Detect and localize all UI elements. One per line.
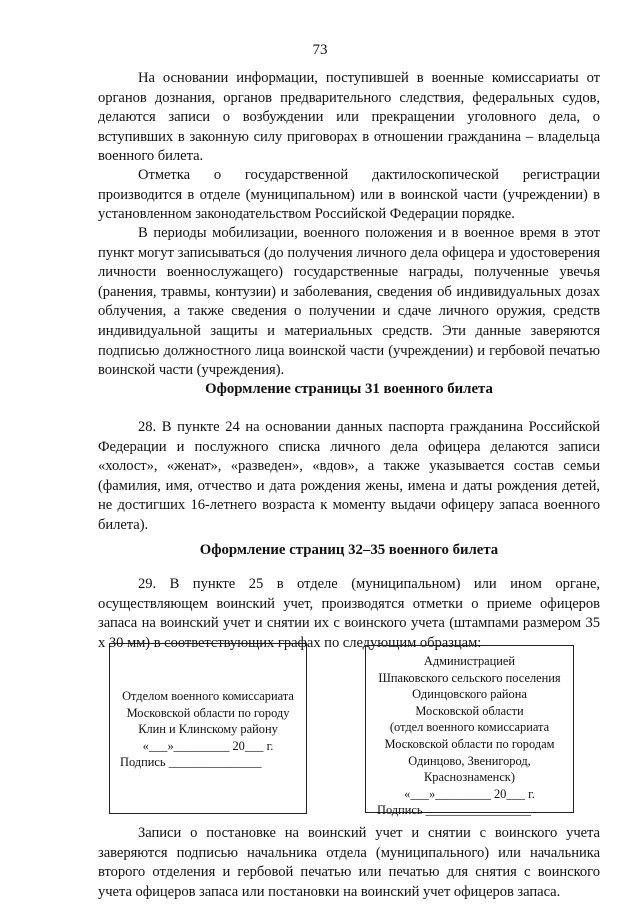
stamp-line: Одинцово, Звенигород, — [408, 753, 531, 768]
stamp-line: Московской области по городам — [384, 736, 555, 751]
paragraph-item-28: 28. В пункте 24 на основании данных паспорта гражданина Российской Федерации и послужного списка личного дела офицера делаются записи «холост», «женат», «разведен», «вдов», а также указывается состав семьи (фамилия, имя, отчество и дата рождения жены, имена и даты рождения детей, не достигших 16-летнего возраста к моменту выдачи офицеру запаса военного билета). — [98, 419, 600, 533]
stamp-line: Московской области — [415, 703, 524, 718]
stamp-line: Краснознаменск) — [424, 770, 515, 785]
paragraph-fingerprint-registration: Отметка о государственной дактилоскопической регистрации производится в отделе (муниципальном) или в воинской части (учреждении) в установленном законодательством Российской Федерации порядке. — [98, 167, 600, 223]
heading-pages-32-35: Оформление страниц 32–35 военного билета — [199, 542, 499, 558]
stamp-sample-klin — [109, 643, 307, 814]
stamp-line: Одинцовского района — [412, 687, 527, 702]
heading-page-31: Оформление страницы 31 военного билета — [205, 381, 493, 397]
stamp-line: Московской области по городу — [126, 705, 290, 720]
stamp-line: (отдел военного комиссариата — [389, 720, 550, 735]
stamp-line: Шпаковского сельского поселения — [378, 670, 561, 685]
stamp-line: Администрацией — [423, 654, 516, 668]
paragraph-item-29: 29. В пункте 25 в отделе (муниципальном) или ином органе, осуществляющем воинский учет, производятся отметки о приеме офицеров запаса на воинский учет и снятии их с воинского учета (штампами размером 35 х 30 мм) в соответствующих графах по следующим образцам: — [98, 576, 600, 651]
paragraph-mobilization-records: В периоды мобилизации, военного положения и в военное время в этот пункт могут записываться (до получения личного дела офицера и удостоверения личности военнослужащего) государственные награды, полученные увечья (ранения, травмы, контузии) и заболевания, сведения об индивидуальных дозах облучения, а также сведения о получении и сдаче личного оружия, средств индивидуальной защиты и материальных средств. Эти данные заверяются подписью должностного лица воинской части (учреждении) и гербовой печатью воинской части (учреждения). — [98, 225, 600, 379]
page-number: 73 — [312, 42, 328, 58]
stamp-signature-line: Подпись _________________ — [377, 803, 531, 818]
paragraph-certification: Записи о постановке на воинский учет и снятии с воинского учета заверяются подписью начальника отдела (муниципального) или начальника второго отделения и гербовой печатью или печатью для снятия с воинского учета офицеров запаса или постановки на воинский учет офицеров запаса. — [98, 825, 600, 900]
paragraph-criminal-records: На основании информации, поступившей в военные комиссариаты от органов дознания, органов предварительного следствия, федеральных судов, делаются записи о возбуждении или прекращении уголовного дела, о вступивших в законную силу приговорах в отношении гражданина – владельца военного билета. — [98, 70, 600, 165]
stamp-line: Отделом военного комиссариата — [122, 689, 294, 703]
stamp-line: Клин и Клинскому району — [138, 722, 278, 737]
stamp-sample-shpakovskoe — [365, 645, 574, 818]
stamp-date-line: «___»_________ 20___ г. — [142, 738, 274, 753]
stamp-signature-line: Подпись _______________ — [120, 755, 262, 770]
stamp-date-line: «___»_________ 20___ г. — [404, 786, 535, 801]
